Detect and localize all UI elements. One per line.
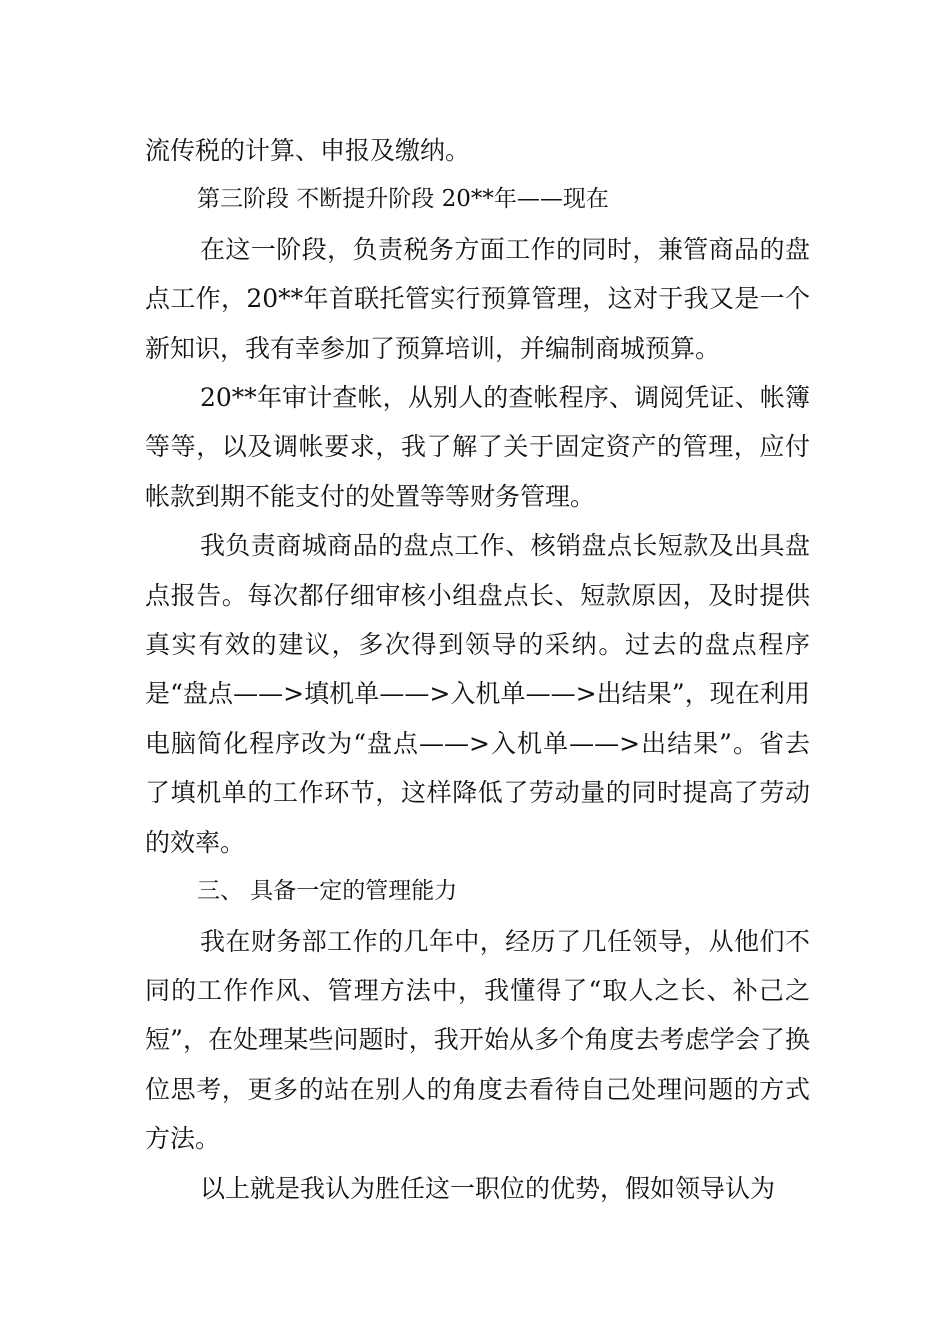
paragraph-budget: 在这一阶段，负责税务方面工作的同时，兼管商品的盘点工作，20**年首联托管实行预算管理，这对于我又是一个新知识，我有幸参加了预算培训，并编制商城预算。 (145, 234, 810, 363)
paragraph-conclusion: 以上就是我认为胜任这一职位的优势，假如领导认为 (200, 1173, 776, 1203)
section-heading-stage-three: 第三阶段 不断提升阶段 20**年——现在 (197, 186, 609, 213)
paragraph-continuation: 流传税的计算、申报及缴纳。 (145, 136, 471, 165)
paragraph-inventory: 我负责商城商品的盘点工作、核销盘点长短款及出具盘点报告。每次都仔细审核小组盘点长、短款原因，及时提供真实有效的建议，多次得到领导的采纳。过去的盘点程序是“盘点——>填机单——>入机单——>出结果”，现在利用电脑简化程序改为“盘点——>入机单——>出结果”。省去了填机单的工作环节，这样降低了劳动量的同时提高了劳动的效率。 (145, 531, 810, 857)
paragraph-management: 我在财务部工作的几年中，经历了几任领导，从他们不同的工作作风、管理方法中，我懂得了“取人之长、补己之短”，在处理某些问题时，我开始从多个角度去考虑学会了换位思考，更多的站在别人的角度去看待自己处理问题的方式方法。 (145, 926, 810, 1154)
document-body (145, 126, 810, 1213)
section-heading-management: 三、 具备一定的管理能力 (197, 878, 458, 905)
paragraph-audit: 20**年审计查帐，从别人的查帐程序、调阅凭证、帐簿等等，以及调帐要求，我了解了关于固定资产的管理，应付帐款到期不能支付的处置等等财务管理。 (145, 383, 810, 511)
